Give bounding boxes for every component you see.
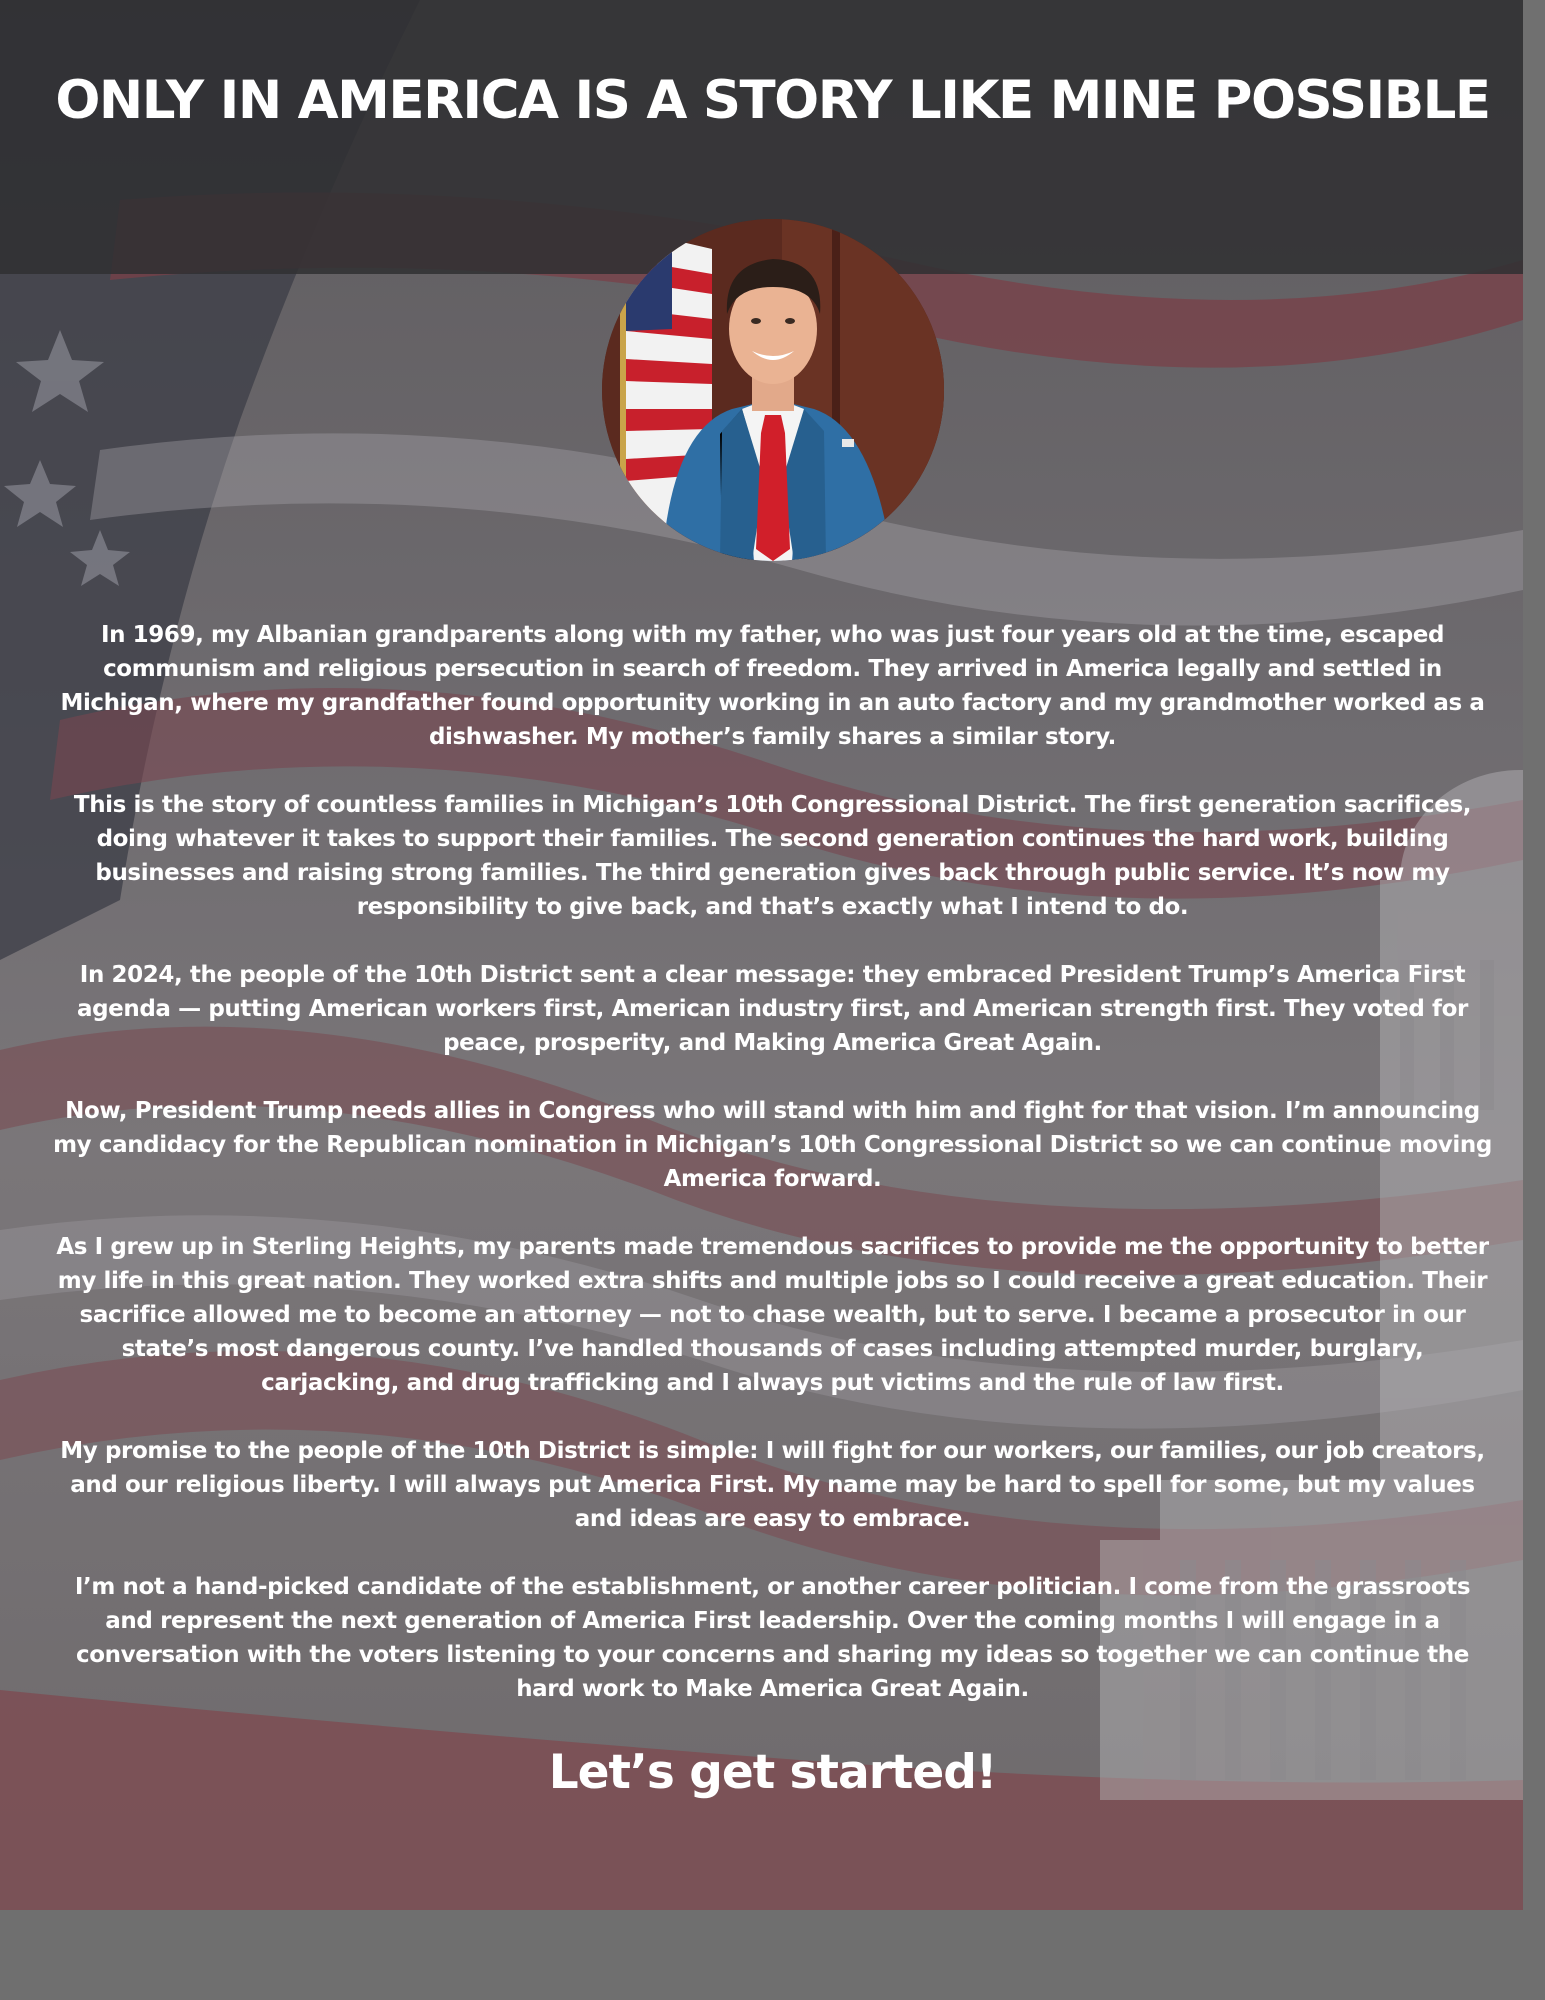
bottom-band: [0, 1910, 1545, 2000]
paragraph-3: In 2024, the people of the 10th District sent a clear message: they embraced President Trump’s America First agenda — putting American workers first, American industry first, and American strength first. They voted for peace, prosperity, and Making America Great Again.: [77, 962, 1468, 1056]
page-title: ONLY IN AMERICA IS A STORY LIKE MINE POSSIBLE: [55, 70, 1490, 131]
paragraph-7: I’m not a hand-picked candidate of the establishment, or another career politician. I come from the grassroots and represent the next generation of America First leadership. Over the coming months I will engage in a conversation with the voters listening to your concerns and sharing my ideas so together we can continue the hard work to Make America Great Again.: [74, 1574, 1471, 1702]
paragraph-1: In 1969, my Albanian grandparents along with my father, who was just four years old at the time, escaped communism and religious persecution in search of freedom. They arrived in America legally and settled in Michigan, where my grandfather found opportunity working in an auto factory and my grandmother worked as a dishwasher. My mother’s family shares a similar story.: [60, 622, 1485, 750]
paragraph-5: As I grew up in Sterling Heights, my parents made tremendous sacrifices to provide me the opportunity to better my life in this great nation. They worked extra shifts and multiple jobs so I could receive a great education. Their sacrifice allowed me to become an attorney — not to chase wealth, but to serve. I became a prosecutor in our state’s most dangerous county. I’ve handled thousands of cases including attempted murder, burglary, carjacking, and drug trafficking and I always put victims and the rule of law first.: [56, 1234, 1489, 1396]
candidate-portrait: [602, 219, 944, 561]
paragraph-2: This is the story of countless families in Michigan’s 10th Congressional District. The first generation sacrifices, doing whatever it takes to support their families. The second generation continues the hard work, building businesses and raising strong families. The third generation gives back through public service. It’s now my responsibility to give back, and that’s exactly what I intend to do.: [73, 792, 1472, 920]
right-margin-strip: [1523, 0, 1545, 2000]
biography-text: [50, 618, 1495, 1740]
closing-call-to-action: Let’s get started!: [548, 1745, 997, 1800]
paragraph-6: My promise to the people of the 10th District is simple: I will fight for our workers, our families, our job creators, and our religious liberty. I will always put America First. My name may be hard to spell for some, but my values and ideas are easy to embrace.: [60, 1438, 1485, 1532]
candidate-portrait-icon: [602, 219, 944, 561]
paragraph-4: Now, President Trump needs allies in Congress who will stand with him and fight for that vision. I’m announcing my candidacy for the Republican nomination in Michigan’s 10th Congressional District so we can continue moving America forward.: [53, 1098, 1492, 1192]
